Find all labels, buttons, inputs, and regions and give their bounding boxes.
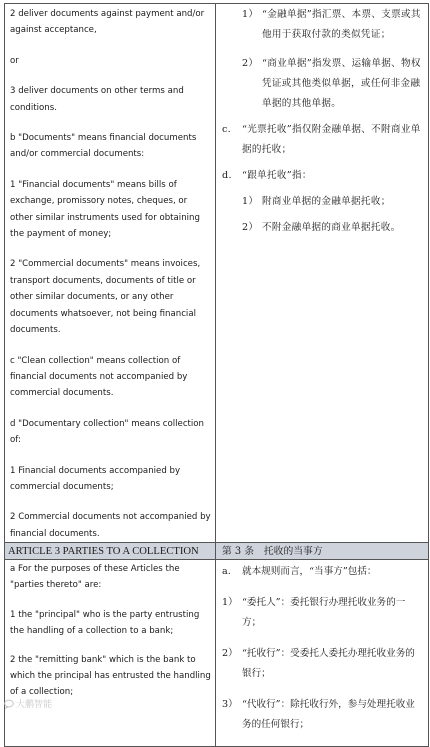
zh-item-marker: 2）	[242, 58, 259, 69]
en-paragraph: 2 "Commercial documents" means invoices, transport documents, documents of title or other similar documents, or any other documents whatsoever, not being financial documents.	[10, 259, 201, 336]
zh-item-marker: 2）	[222, 648, 238, 660]
zh-item-marker: 1）	[242, 196, 259, 207]
zh-list-item	[222, 593, 422, 633]
english-cell	[5, 560, 216, 747]
zh-list-item	[242, 218, 422, 238]
zh-list-item	[242, 54, 422, 114]
en-paragraph: 2 Commercial documents not accompanied by financial documents.	[10, 512, 211, 539]
en-paragraph: or	[10, 55, 19, 66]
zh-item-text: 就本规则而言，“当事方”包括：	[242, 566, 377, 578]
en-paragraph: b "Documents" means financial documents and/or commercial documents:	[10, 133, 197, 160]
zh-item-marker: d.	[222, 170, 232, 181]
zh-item-marker: c.	[222, 124, 232, 135]
chat-bubble-icon	[4, 699, 14, 709]
zh-list-item	[222, 562, 422, 582]
zh-item-text: “金融单据”指汇票、本票、支票或其他用于获取付款的类似凭证；	[262, 9, 421, 40]
article-heading-zh: 第 3 条 托收的当事方	[222, 546, 323, 558]
en-paragraph: c "Clean collection" means collection of financial documents not accompanied by commercial documents.	[10, 355, 188, 399]
bilingual-table	[4, 3, 429, 747]
zh-item-text: 附商业单据的金融单据托收；	[262, 196, 391, 207]
zh-list-item	[222, 166, 422, 186]
en-paragraph: d "Documentary collection" means collection of:	[10, 418, 205, 446]
en-paragraph: a For the purposes of these Articles the "parties thereto" are:	[10, 564, 180, 591]
en-paragraph: 1 the "principal" who is the party entrusting the handling of a collection to a bank;	[10, 609, 200, 636]
upper-row	[5, 4, 429, 543]
zh-item-text: “代收行”：除托收行外，参与处理托收业务的任何银行；	[242, 699, 415, 731]
zh-list-item	[242, 192, 422, 212]
english-text-block	[5, 560, 215, 700]
zh-item-marker: a.	[222, 566, 231, 578]
watermark	[4, 697, 52, 710]
zh-item-text: “跟单托收”指：	[242, 170, 312, 181]
chinese-heading-cell	[216, 543, 429, 560]
en-paragraph: 2 the "remitting bank" which is the bank to which the principal has entrusted the handling of a collection;	[10, 654, 211, 698]
zh-item-marker: 2）	[242, 222, 259, 233]
english-text-block	[5, 4, 215, 542]
chinese-text-block	[216, 560, 428, 735]
chinese-cell	[216, 4, 429, 543]
zh-item-text: “委托人”：委托银行办理托收业务的一方；	[242, 597, 406, 629]
zh-list-item	[222, 644, 422, 684]
lower-row	[5, 560, 429, 747]
article-heading-en: ARTICLE 3 PARTIES TO A COLLECTION	[8, 546, 199, 558]
zh-item-text: 不附金融单据的商业单据托收。	[262, 222, 401, 233]
zh-list-item	[222, 695, 422, 735]
zh-item-marker: 1）	[222, 597, 238, 609]
zh-list-item	[242, 5, 422, 45]
english-cell	[5, 4, 216, 543]
zh-item-marker: 1）	[242, 9, 259, 20]
article-heading-row	[5, 543, 429, 560]
zh-item-text: “托收行”：受委托人委托办理托收业务的银行；	[242, 648, 415, 680]
chinese-text-block	[216, 4, 428, 238]
zh-item-text: “商业单据”指发票、运输单据、物权凭证或其他类似单据，或任何非金融单据的其他单据。	[262, 58, 421, 109]
en-paragraph: 2 deliver documents against payment and/or against acceptance,	[10, 9, 205, 36]
en-paragraph: 1 Financial documents accompanied by commercial documents;	[10, 465, 181, 492]
zh-item-marker: 3）	[222, 699, 238, 711]
en-paragraph: 1 "Financial documents" means bills of exchange, promissory notes, cheques, or other similar instruments used for obtaining the payment of money;	[10, 179, 200, 240]
zh-item-text: “光票托收”指仅附金融单据、不附商业单据的托收；	[242, 124, 421, 155]
chinese-cell	[216, 560, 429, 747]
zh-list-item	[222, 120, 422, 160]
english-heading-cell	[5, 543, 216, 560]
watermark-text: 大鹏智能	[16, 700, 53, 710]
en-paragraph: 3 deliver documents on other terms and conditions.	[10, 86, 184, 113]
